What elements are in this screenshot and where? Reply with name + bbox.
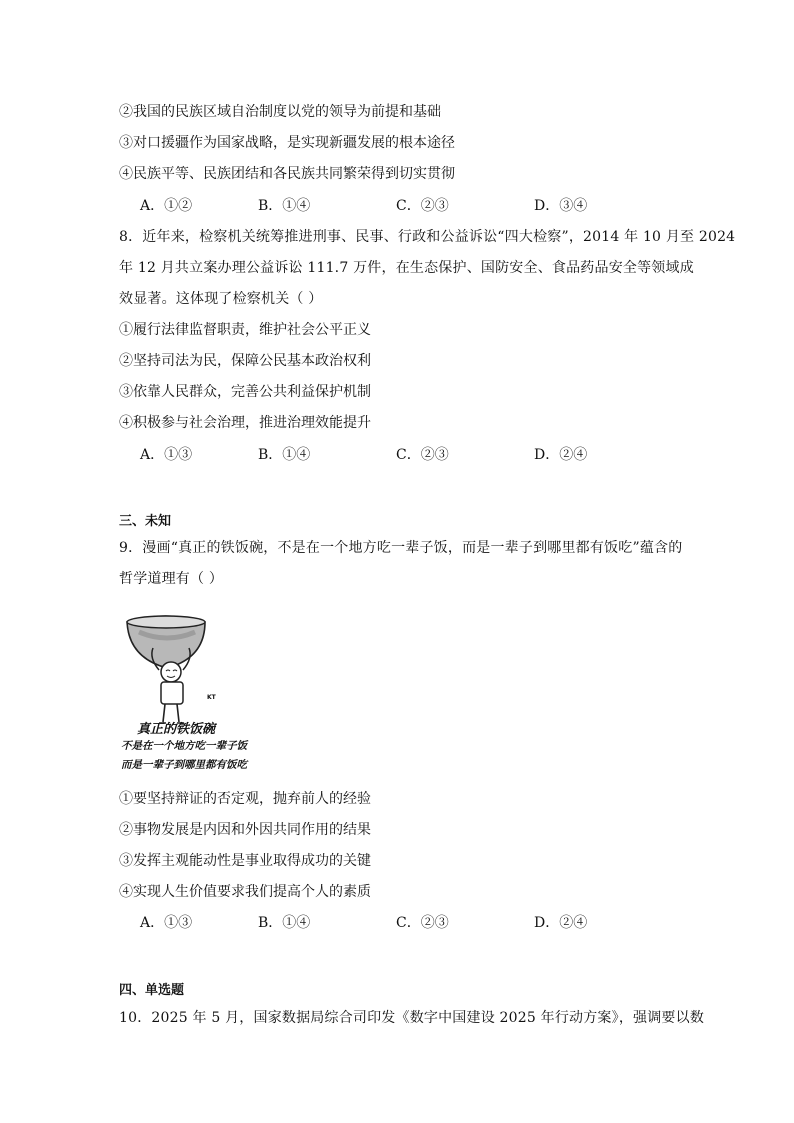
cartoon-caption-line-3: 而是一辈子到哪里都有饭吃 xyxy=(121,759,247,771)
q9-option-d[interactable]: D．②④ xyxy=(534,915,588,931)
q7-option-b[interactable]: B．①④ xyxy=(258,198,311,214)
cartoon-signature: KT xyxy=(207,694,216,701)
q8-option-c[interactable]: C．②③ xyxy=(396,447,449,463)
cartoon-caption-line-2: 不是在一个地方吃一辈子饭 xyxy=(121,740,247,752)
q8-statement-4: ④积极参与社会治理，推进治理效能提升 xyxy=(119,415,371,431)
q9-option-a[interactable]: A．①③ xyxy=(140,915,193,931)
q8-option-d[interactable]: D．②④ xyxy=(534,447,588,463)
section-4-heading: 四、单选题 xyxy=(119,983,185,998)
q7-option-a[interactable]: A．①② xyxy=(140,198,193,214)
cartoon-caption-line-1: 真正的铁饭碗 xyxy=(137,722,216,737)
q8-statement-2: ②坚持司法为民，保障公民基本政治权利 xyxy=(119,353,371,369)
q7-statement-2: ②我国的民族区域自治制度以党的领导为前提和基础 xyxy=(119,104,441,120)
q9-statement-1: ①要坚持辩证的否定观，抛弃前人的经验 xyxy=(119,791,371,807)
q7-statement-4: ④民族平等、民族团结和各民族共同繁荣得到切实贯彻 xyxy=(119,166,455,182)
q9-statement-4: ④实现人生价值要求我们提高个人的素质 xyxy=(119,884,371,900)
section-3-heading: 三、未知 xyxy=(119,514,172,529)
q7-option-d[interactable]: D．③④ xyxy=(534,198,588,214)
q8-statement-1: ①履行法律监督职责，维护社会公平正义 xyxy=(119,322,371,338)
q9-stem-line-1: 9．漫画“真正的铁饭碗，不是在一个地方吃一辈子饭，而是一辈子到哪里都有饭吃”蕴含的 xyxy=(119,540,683,556)
q7-statement-3: ③对口援疆作为国家战略，是实现新疆发展的根本途径 xyxy=(119,135,455,151)
q8-stem-line-1: 8．近年来，检察机关统筹推进刑事、民事、行政和公益诉讼“四大检察”，2014 年 10 月至 2024 xyxy=(119,229,736,245)
q8-option-b[interactable]: B．①④ xyxy=(258,447,311,463)
q8-stem-line-3: 效显著。这体现了检察机关（ ） xyxy=(119,291,323,307)
q9-statement-3: ③发挥主观能动性是事业取得成功的关键 xyxy=(119,853,371,869)
q9-option-b[interactable]: B．①④ xyxy=(258,915,311,931)
cartoon-illustration xyxy=(119,610,269,780)
q9-statement-2: ②事物发展是内因和外因共同作用的结果 xyxy=(119,822,371,838)
q7-options xyxy=(140,196,660,216)
q10-stem-line-1: 10．2025 年 5 月，国家数据局综合司印发《数字中国建设 2025 年行动方案》，强调要以数 xyxy=(119,1010,705,1026)
iron-rice-bowl-cartoon xyxy=(119,610,269,780)
q9-options xyxy=(140,913,660,933)
q8-options xyxy=(140,445,660,465)
q7-option-c[interactable]: C．②③ xyxy=(396,198,449,214)
q8-stem-line-2: 年 12 月共立案办理公益诉讼 111.7 万件，在生态保护、国防安全、食品药品安全等领域成 xyxy=(119,260,694,276)
q8-statement-3: ③依靠人民群众，完善公共利益保护机制 xyxy=(119,384,371,400)
q8-option-a[interactable]: A．①③ xyxy=(140,447,193,463)
q9-option-c[interactable]: C．②③ xyxy=(396,915,449,931)
q9-stem-line-2: 哲学道理有（ ） xyxy=(119,571,224,587)
